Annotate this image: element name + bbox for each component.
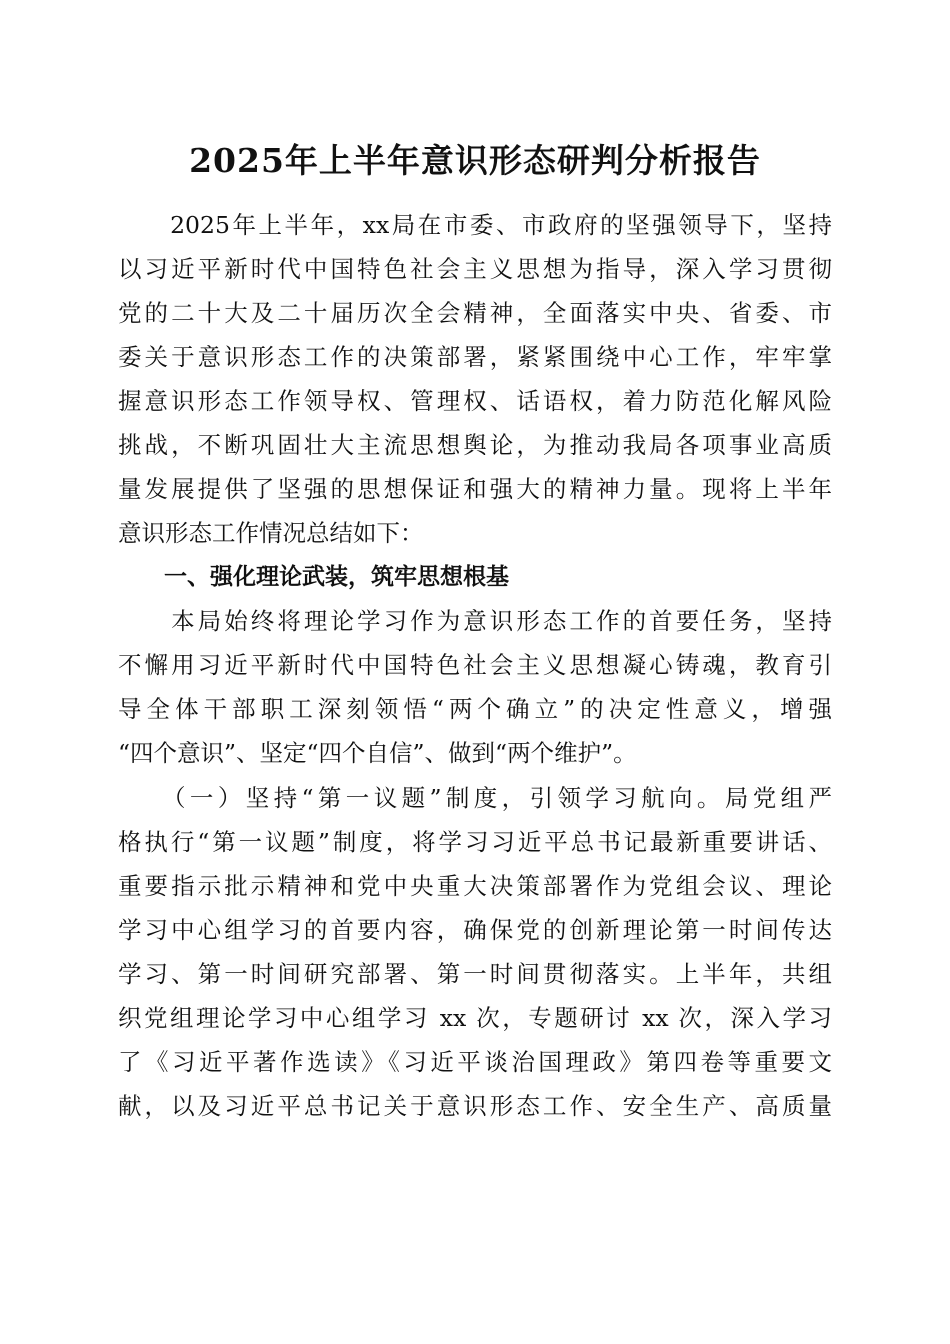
- paragraph-line: 学习、第一时间研究部署、第一时间贯彻落实。上半年，共组: [118, 960, 832, 988]
- paragraph-line: 意识形态工作情况总结如下：: [118, 519, 424, 547]
- paragraph-line: 导全体干部职工深刻领悟“两个确立”的决定性意义，增强: [118, 695, 832, 723]
- paragraph-line: 织党组理论学习中心组学习 xx 次，专题研讨 xx 次，深入学习: [118, 1004, 832, 1032]
- paragraph-line: 本局始终将理论学习作为意识形态工作的首要任务，坚持: [118, 607, 832, 635]
- paragraph-line: 量发展提供了坚强的思想保证和强大的精神力量。现将上半年: [118, 475, 832, 503]
- paragraph-line: 不懈用习近平新时代中国特色社会主义思想凝心铸魂，教育引: [118, 651, 832, 679]
- paragraph-line: 学习中心组学习的首要内容，确保党的创新理论第一时间传达: [118, 916, 832, 944]
- paragraph-line: 2025年上半年，xx局在市委、市政府的坚强领导下，坚持: [118, 211, 832, 239]
- paragraph-line: 委关于意识形态工作的决策部署，紧紧围绕中心工作，牢牢掌: [118, 343, 832, 371]
- paragraph-line: 党的二十大及二十届历次全会精神，全面落实中央、省委、市: [118, 299, 832, 327]
- document-title: 2025年上半年意识形态研判分析报告: [189, 141, 761, 180]
- paragraph-line: “四个意识”、坚定“四个自信”、做到“两个维护”。: [118, 739, 637, 767]
- paragraph-line: （一）坚持“第一议题”制度，引领学习航向。局党组严: [118, 784, 832, 812]
- paragraph-line: 重要指示批示精神和党中央重大决策部署作为党组会议、理论: [118, 872, 832, 900]
- section-heading: 一、强化理论武装，筑牢思想根基: [118, 564, 509, 590]
- paragraph-line: 献，以及习近平总书记关于意识形态工作、安全生产、高质量: [118, 1092, 832, 1120]
- paragraph-line: 了《习近平著作选读》《习近平谈治国理政》第四卷等重要文: [118, 1048, 832, 1076]
- paragraph-line: 挑战，不断巩固壮大主流思想舆论，为推动我局各项事业高质: [118, 431, 832, 459]
- paragraph-line: 以习近平新时代中国特色社会主义思想为指导，深入学习贯彻: [118, 255, 832, 283]
- paragraph-line: 握意识形态工作领导权、管理权、话语权，着力防范化解风险: [118, 387, 832, 415]
- paragraph-line: 格执行“第一议题”制度，将学习习近平总书记最新重要讲话、: [118, 828, 832, 856]
